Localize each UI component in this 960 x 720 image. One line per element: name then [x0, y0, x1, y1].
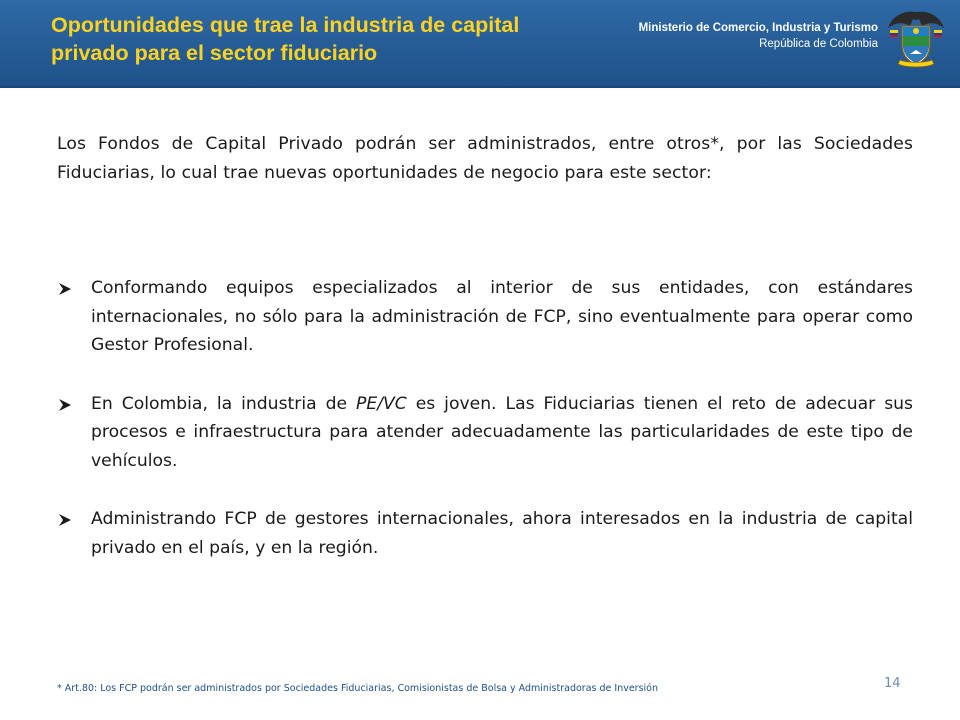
- bullet-text: Conformando equipos especializados al interior de sus entidades, con estándares internacionales, no sólo para la administración de FCP, sino eventualmente para operar como Gestor Profesional.: [91, 278, 913, 355]
- header-bar: [0, 0, 960, 88]
- page-title: Oportunidades que trae la industria de capital privado para el sector fiduciario: [51, 13, 520, 65]
- bullet-text-post: es joven. Las Fiduciarias tienen el reto de adecuar sus procesos e infraestructura para atender adecuadamente las particularidades de este tipo de vehículos.: [91, 393, 913, 471]
- bullet-list: [57, 274, 913, 592]
- intro-paragraph: Los Fondos de Capital Privado podrán ser administrados, entre otros*, por las Sociedades Fiduciarias, lo cual trae nuevas oportunidades de negocio para este sector:: [57, 134, 913, 183]
- arrow-bullet-icon: [57, 398, 73, 412]
- country-name: República de Colombia: [759, 38, 878, 50]
- page-number: 14: [884, 676, 901, 691]
- list-item: [57, 390, 913, 476]
- bullet-text-pre: En Colombia, la industria de: [91, 393, 356, 414]
- colombia-coat-of-arms-icon: [884, 6, 948, 70]
- arrow-bullet-icon: [57, 282, 73, 296]
- ministry-name: Ministerio de Comercio, Industria y Turismo: [638, 22, 878, 34]
- arrow-bullet-icon: [57, 513, 73, 527]
- list-item: [57, 505, 913, 562]
- list-item: [57, 274, 913, 360]
- footnote: * Art.80: Los FCP podrán ser administrados por Sociedades Fiduciarias, Comisionistas de Bolsa y Administradoras de Inversión: [57, 683, 659, 694]
- bullet-text: Administrando FCP de gestores internacionales, ahora interesados en la industria de capital privado en el país, y en la región.: [91, 509, 913, 558]
- ministry-block: [639, 20, 878, 52]
- bullet-text-emphasis: PE/VC: [356, 393, 407, 414]
